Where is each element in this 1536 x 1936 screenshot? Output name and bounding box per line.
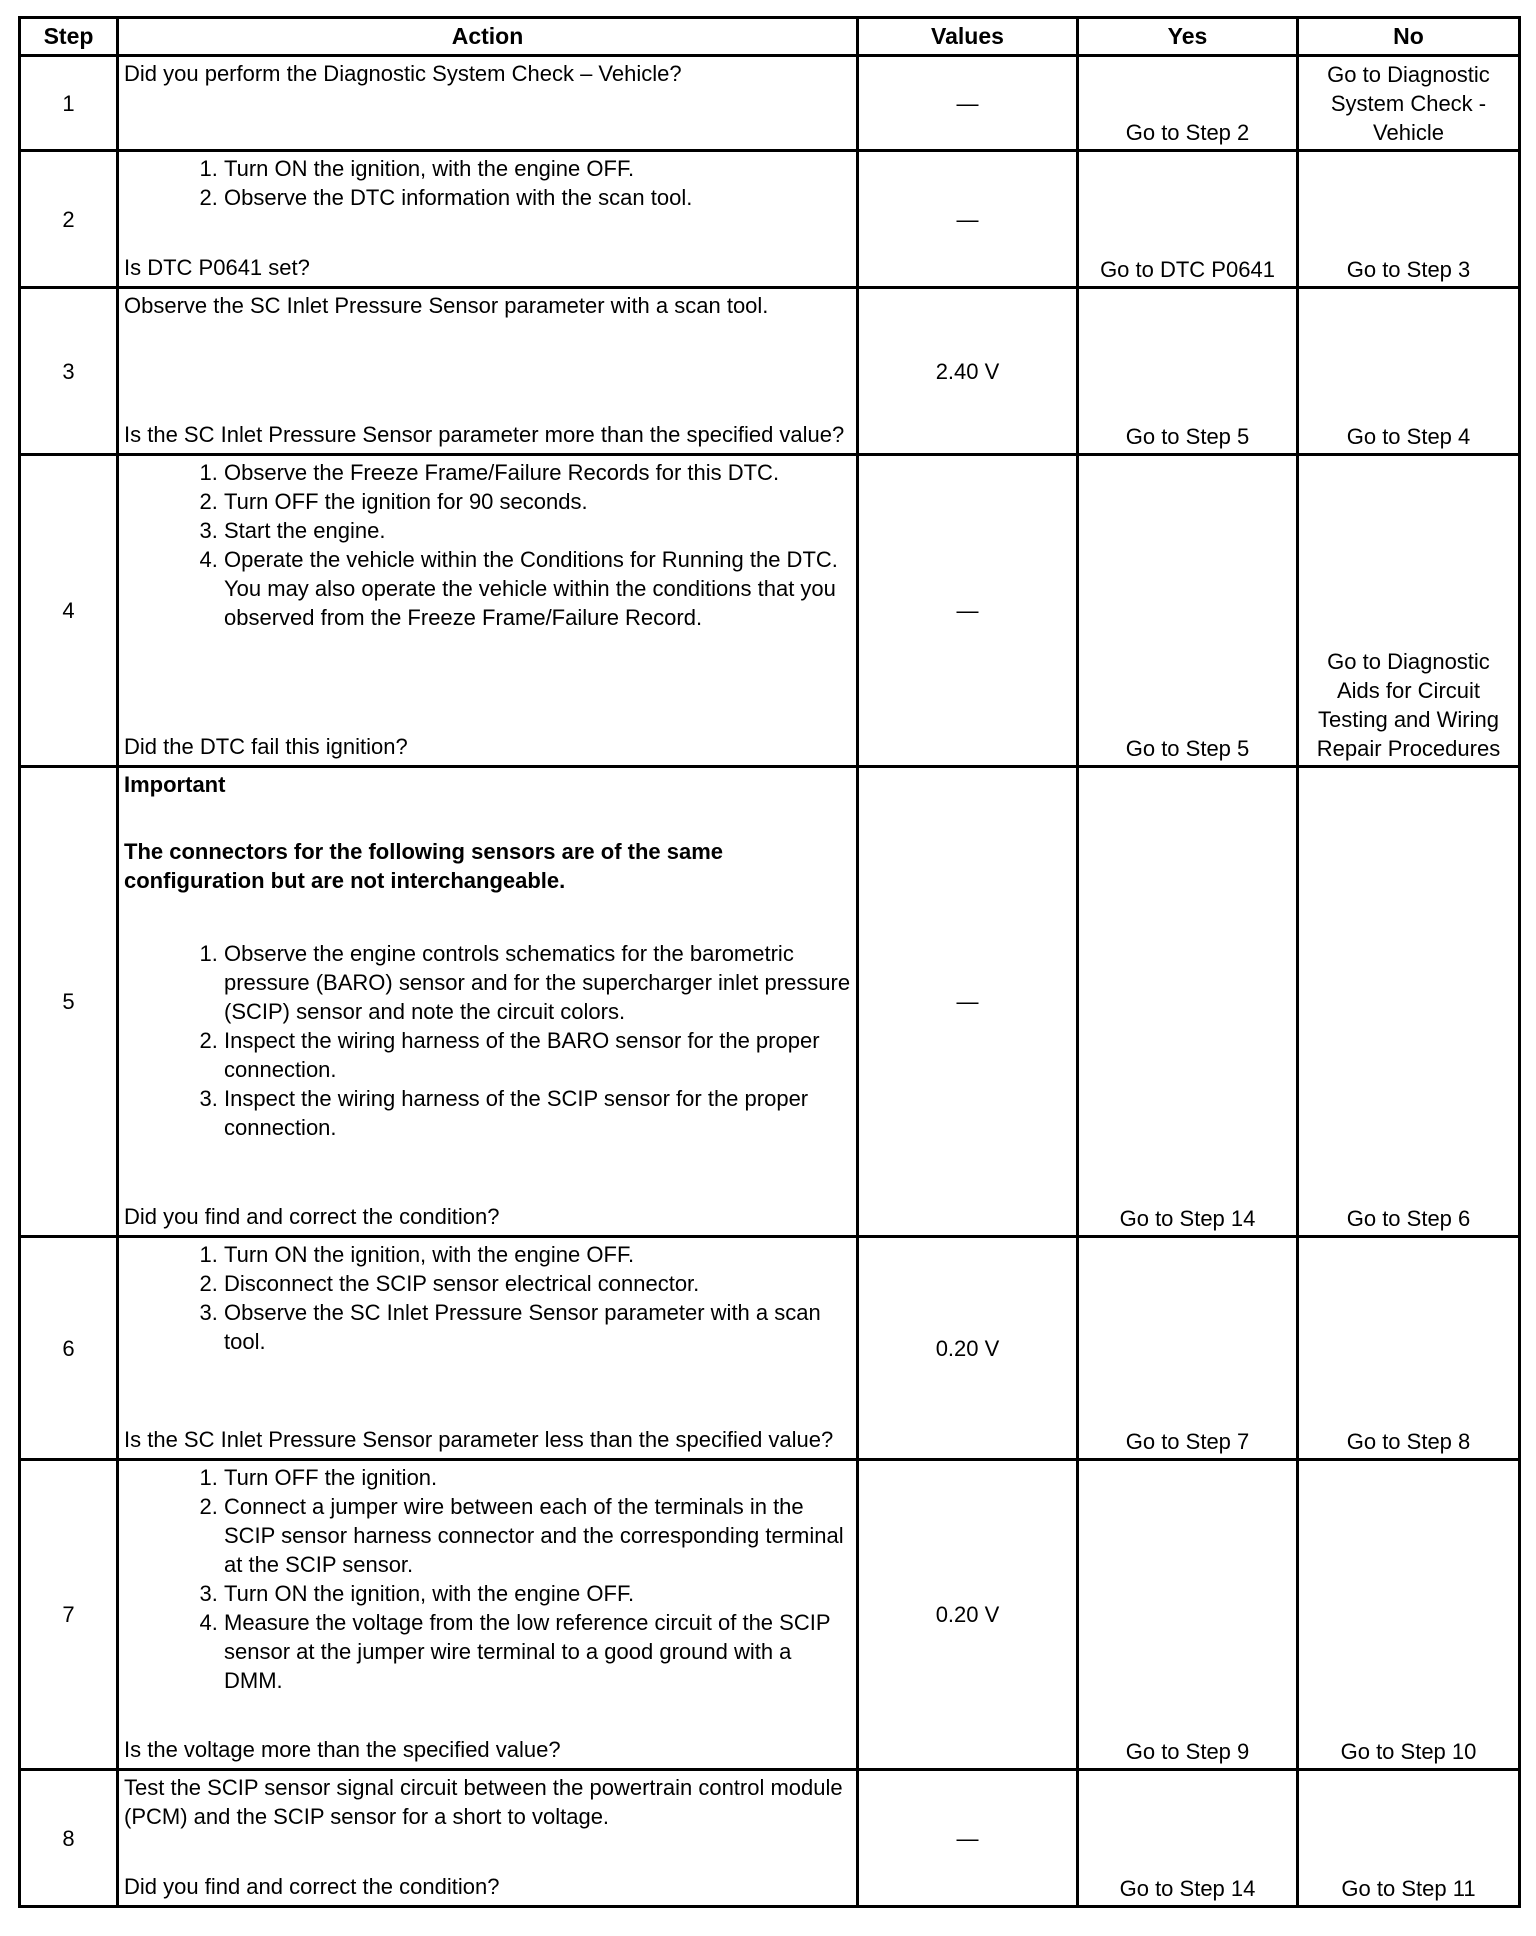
no-cell: Go to Step 6	[1298, 767, 1520, 1237]
no-cell: Go to Step 3	[1298, 151, 1520, 288]
yes-cell: Go to Step 7	[1078, 1237, 1298, 1460]
action-steps	[124, 1240, 851, 1356]
value-cell: —	[858, 455, 1078, 767]
action-cell	[118, 1770, 858, 1907]
no-cell: Go to Step 4	[1298, 288, 1520, 455]
action-question: Is the SC Inlet Pressure Sensor parameter more than the specified value?	[124, 422, 845, 447]
header-step: Step	[20, 18, 118, 56]
step-number: 8	[20, 1770, 118, 1907]
list-item: 1. Observe the Freeze Frame/Failure Records for this DTC.	[224, 458, 851, 487]
list-item: 3. Turn ON the ignition, with the engine OFF.	[224, 1579, 851, 1608]
yes-cell: Go to Step 2	[1078, 56, 1298, 151]
action-steps	[124, 939, 851, 1142]
action-steps	[124, 154, 851, 212]
action-text: Observe the SC Inlet Pressure Sensor parameter with a scan tool.	[124, 293, 769, 318]
action-steps	[124, 458, 851, 632]
list-item: 3. Inspect the wiring harness of the SCIP sensor for the proper connection.	[224, 1084, 851, 1142]
step-number: 4	[20, 455, 118, 767]
no-cell: Go to Diagnostic System Check - Vehicle	[1298, 56, 1520, 151]
value-cell: 0.20 V	[858, 1237, 1078, 1460]
list-item: 2. Disconnect the SCIP sensor electrical connector.	[224, 1269, 851, 1298]
action-text: Test the SCIP sensor signal circuit between the powertrain control module (PCM) and the SCIP sensor for a short to voltage.	[124, 1775, 843, 1829]
header-yes: Yes	[1078, 18, 1298, 56]
no-cell: Go to Step 11	[1298, 1770, 1520, 1907]
list-item: 3. Observe the SC Inlet Pressure Sensor parameter with a scan tool.	[224, 1298, 851, 1356]
list-item: 2. Connect a jumper wire between each of the terminals in the SCIP sensor harness connector and the corresponding terminal at the SCIP sensor.	[224, 1492, 851, 1579]
header-no: No	[1298, 18, 1520, 56]
action-cell	[118, 1460, 858, 1770]
no-cell: Go to Diagnostic Aids for Circuit Testing and Wiring Repair Procedures	[1298, 455, 1520, 767]
action-cell	[118, 1237, 858, 1460]
table-row	[20, 1770, 1520, 1907]
header-values: Values	[858, 18, 1078, 56]
action-cell	[118, 151, 858, 288]
yes-cell: Go to Step 14	[1078, 767, 1298, 1237]
no-cell: Go to Step 10	[1298, 1460, 1520, 1770]
action-steps	[124, 1463, 851, 1695]
table-row	[20, 1237, 1520, 1460]
action-cell	[118, 288, 858, 455]
yes-cell: Go to Step 5	[1078, 455, 1298, 767]
list-item: 2. Turn OFF the ignition for 90 seconds.	[224, 487, 851, 516]
step-number: 6	[20, 1237, 118, 1460]
action-cell	[118, 455, 858, 767]
table-row	[20, 56, 1520, 151]
value-cell: —	[858, 56, 1078, 151]
step-number: 7	[20, 1460, 118, 1770]
yes-cell: Go to Step 14	[1078, 1770, 1298, 1907]
action-question: Did you find and correct the condition?	[124, 1874, 500, 1899]
list-item: 4. Measure the voltage from the low reference circuit of the SCIP sensor at the jumper wire terminal to a good ground with a DMM.	[224, 1608, 851, 1695]
important-title: Important	[124, 772, 226, 797]
table-row	[20, 288, 1520, 455]
list-item: 2. Observe the DTC information with the scan tool.	[224, 183, 851, 212]
no-cell: Go to Step 8	[1298, 1237, 1520, 1460]
value-cell: —	[858, 151, 1078, 288]
list-item: 4. Operate the vehicle within the Conditions for Running the DTC. You may also operate the vehicle within the conditions that you observed from the Freeze Frame/Failure Record.	[224, 545, 851, 632]
action-question: Is the SC Inlet Pressure Sensor parameter less than the specified value?	[124, 1427, 834, 1452]
action-question: Is the voltage more than the specified value?	[124, 1737, 561, 1762]
list-item: 1. Turn ON the ignition, with the engine OFF.	[224, 154, 851, 183]
value-cell: 2.40 V	[858, 288, 1078, 455]
list-item: 1. Observe the engine controls schematics for the barometric pressure (BARO) sensor and for the supercharger inlet pressure (SCIP) sensor and note the circuit colors.	[224, 939, 851, 1026]
action-question: Did you find and correct the condition?	[124, 1204, 500, 1229]
important-note: The connectors for the following sensors are of the same configuration but are not interchangeable.	[124, 839, 724, 893]
step-number: 2	[20, 151, 118, 288]
step-number: 5	[20, 767, 118, 1237]
table-row	[20, 767, 1520, 1237]
yes-cell: Go to Step 5	[1078, 288, 1298, 455]
list-item: 1. Turn OFF the ignition.	[224, 1463, 851, 1492]
yes-cell: Go to DTC P0641	[1078, 151, 1298, 288]
value-cell: —	[858, 767, 1078, 1237]
table-row	[20, 455, 1520, 767]
header-action: Action	[118, 18, 858, 56]
table-row	[20, 151, 1520, 288]
yes-cell: Go to Step 9	[1078, 1460, 1298, 1770]
action-question: Did the DTC fail this ignition?	[124, 734, 408, 759]
value-cell: —	[858, 1770, 1078, 1907]
diagnostic-table	[18, 16, 1521, 1908]
list-item: 1. Turn ON the ignition, with the engine OFF.	[224, 1240, 851, 1269]
step-number: 3	[20, 288, 118, 455]
header-row	[20, 18, 1520, 56]
action-cell	[118, 767, 858, 1237]
step-number: 1	[20, 56, 118, 151]
action-text: Did you perform the Diagnostic System Check – Vehicle?	[124, 61, 682, 86]
list-item: 3. Start the engine.	[224, 516, 851, 545]
action-cell	[118, 56, 858, 151]
value-cell: 0.20 V	[858, 1460, 1078, 1770]
list-item: 2. Inspect the wiring harness of the BARO sensor for the proper connection.	[224, 1026, 851, 1084]
action-question: Is DTC P0641 set?	[124, 255, 310, 280]
table-row	[20, 1460, 1520, 1770]
